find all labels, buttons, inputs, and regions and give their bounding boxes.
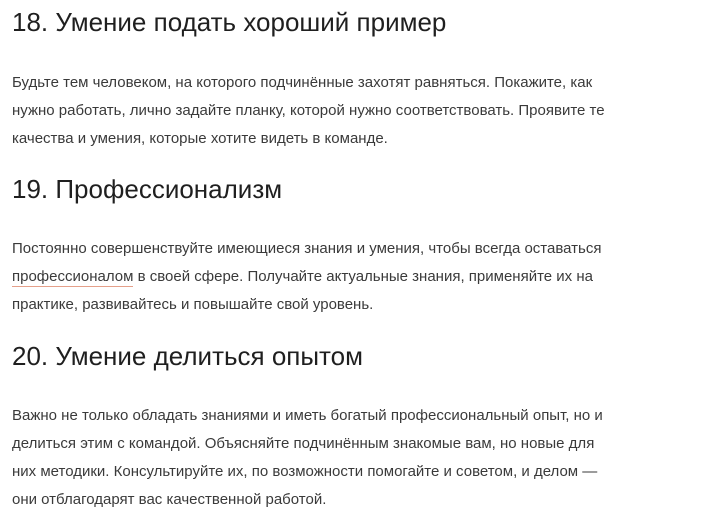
section-20 [12, 340, 702, 514]
paragraph-line: они отблагодарят вас качественной работой. [12, 491, 327, 508]
paragraph-line: них методики. Консультируйте их, по возможности помогайте и советом, и делом — [12, 463, 598, 480]
paragraph-line: качества и умения, которые хотите видеть в команде. [12, 130, 388, 147]
section-paragraph [12, 235, 702, 319]
section-paragraph [12, 402, 702, 514]
section-18 [12, 6, 702, 153]
paragraph-line: нужно работать, лично задайте планку, которой нужно соответствовать. Проявите те [12, 102, 605, 119]
professional-link[interactable]: профессионалом [12, 268, 134, 285]
paragraph-line: Будьте тем человеком, на которого подчинённые захотят равняться. Покажите, как [12, 74, 593, 91]
section-heading: 20. Умение делиться опытом [12, 341, 364, 371]
paragraph-line: Постоянно совершенствуйте имеющиеся знания и умения, чтобы всегда оставаться [12, 240, 602, 257]
section-heading: 18. Умение подать хороший пример [12, 7, 447, 37]
paragraph-line [12, 263, 702, 291]
paragraph-line: делиться этим с командой. Объясняйте подчинённым знакомые вам, но новые для [12, 435, 595, 452]
section-19 [12, 173, 702, 319]
section-heading: 19. Профессионализм [12, 174, 283, 204]
paragraph-text: в своей сфере. Получайте актуальные знания, применяйте их на [133, 268, 593, 285]
paragraph-line: Важно не только обладать знаниями и иметь богатый профессиональный опыт, но и [12, 407, 603, 424]
paragraph-line: практике, развивайтесь и повышайте свой уровень. [12, 296, 374, 313]
section-paragraph [12, 69, 702, 153]
